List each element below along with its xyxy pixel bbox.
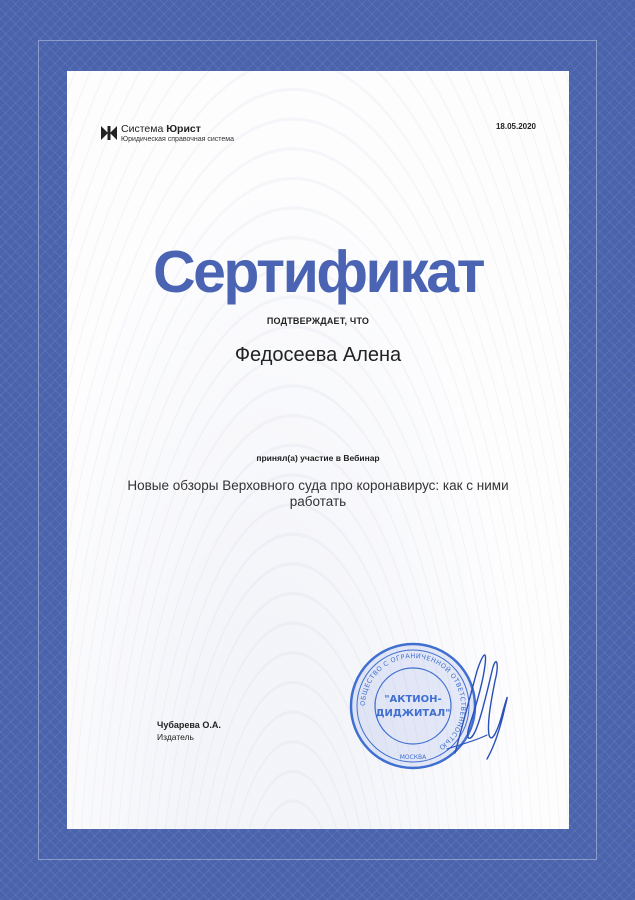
logo-tagline: Юридическая справочная система — [121, 136, 234, 143]
seal-city: МОСКВА — [399, 754, 427, 761]
seal-ring-text: ОБЩЕСТВО С ОГРАНИЧЕННОЙ ОТВЕТСТВЕННОСТЬЮ — [358, 651, 468, 752]
recipient-name: Федосеева Алена — [234, 344, 402, 366]
seal-center-line-2: ДИДЖИТАЛ" — [375, 708, 451, 719]
signer-block — [157, 720, 221, 742]
logo-mark-icon — [101, 126, 117, 140]
webinar-title: Новые обзоры Верховного суда про коронавирус: как с ними работать — [127, 478, 509, 509]
signer-role: Издатель — [157, 732, 194, 742]
certificate-date: 18.05.2020 — [495, 122, 536, 131]
seal-center-line-1: "АКТИОН- — [384, 694, 442, 705]
brand-logo — [101, 123, 261, 147]
certificate-paper — [67, 71, 569, 829]
certificate-title: Сертификат — [153, 239, 483, 305]
logo-brand-name: Система Юрист — [121, 123, 201, 135]
company-seal-stamp — [337, 631, 527, 781]
participation-text: принял(а) участие в Вебинар — [256, 453, 380, 463]
certificate-subtitle: ПОДТВЕРЖДАЕТ, ЧТО — [266, 316, 370, 326]
signer-name: Чубарева О.А. — [157, 720, 221, 730]
